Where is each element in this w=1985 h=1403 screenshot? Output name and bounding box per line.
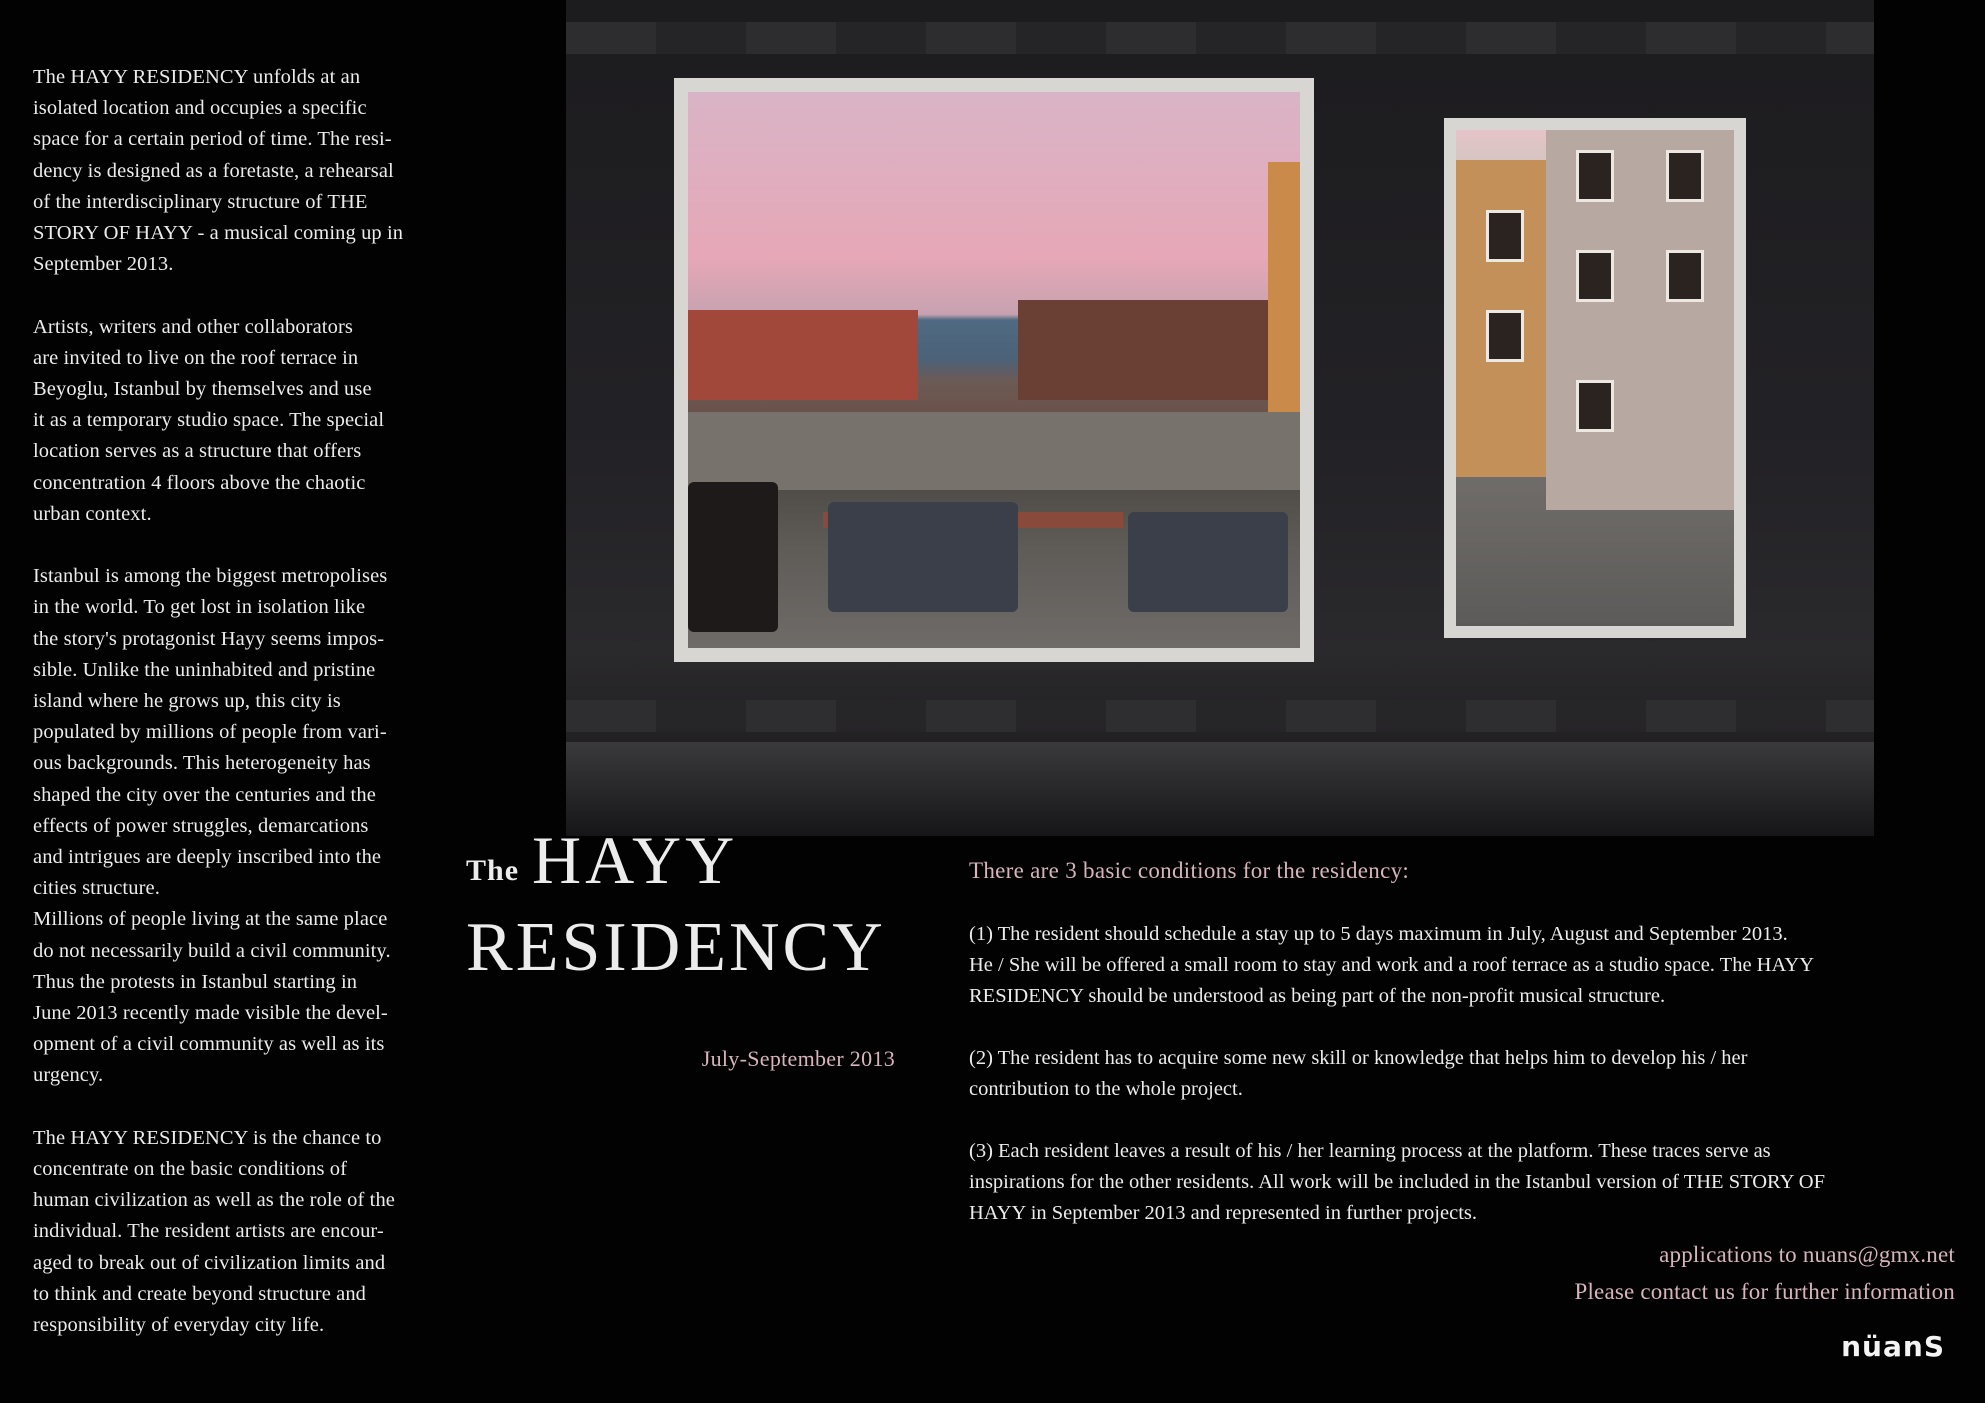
title-residency: RESIDENCY — [466, 909, 886, 986]
residency-dates: July-September 2013 — [701, 1046, 895, 1071]
intro-text-column — [33, 62, 448, 1372]
nuans-logo: nüanS — [1841, 1330, 1945, 1363]
title-hayy: HAYY — [532, 822, 739, 898]
condition-item: (3) Each resident leaves a result of his / her learning process at the platform. These traces serve as inspirations for the other residents. All work will be included in the Istanbul version of THE STORY OF HAYY in September 2013 and represented in further projects. — [969, 1140, 1825, 1224]
intro-paragraph: The HAYY RESIDENCY unfolds at an isolated location and occupies a specific space for a certain period of time. The resi- dency is designed as a foretaste, a rehearsal of the interdisciplinary structure of THE STORY OF HAYY - a musical coming up in September 2013. — [33, 66, 404, 276]
condition-item: (1) The resident should schedule a stay up to 5 days maximum in July, August and September 2013. He / She will be offered a small room to stay and work and a roof terrace as a studio space. The HAYY RESIDENCY should be understood as being part of the non-profit musical structure. — [969, 923, 1815, 1007]
applications-email[interactable]: applications to nuans@gmx.net — [1659, 1242, 1955, 1267]
window-photo — [566, 0, 1874, 836]
window-pane-left — [674, 78, 1314, 662]
contact-block — [1574, 1236, 1955, 1310]
contact-info: Please contact us for further information — [1574, 1279, 1955, 1304]
intro-paragraph: Istanbul is among the biggest metropolises in the world. To get lost in isolation like the story's protagonist Hayy seems impos- sible. Unlike the uninhabited and pristine island where he grows up, this city is populated by millions of people from vari- ous backgrounds. This heterogeneity has shaped the city over the centuries and the effects of power struggles, demarcations and intrigues are deeply inscribed into the cities structure. — [33, 565, 388, 900]
conditions-heading: There are 3 basic conditions for the residency: — [969, 858, 1410, 883]
window-pane-right — [1444, 118, 1746, 638]
conditions-section — [969, 858, 1909, 1260]
title-the: The — [466, 854, 520, 887]
intro-paragraph: Millions of people living at the same place do not necessarily build a civil community. Thus the protests in Istanbul starting in June 2013 recently made visible the devel- opment of a civil community as well as its urgency. — [33, 908, 391, 1087]
condition-item: (2) The resident has to acquire some new skill or knowledge that helps him to develop his / her contribution to the whole project. — [969, 1047, 1748, 1100]
intro-paragraph: The HAYY RESIDENCY is the chance to concentrate on the basic conditions of human civilization as well as the role of the individual. The resident artists are encour- aged to break out of civilization limits and to think and create beyond structure and responsibility of everyday city life. — [33, 1126, 395, 1337]
intro-paragraph: Artists, writers and other collaborators are invited to live on the roof terrace in Beyoglu, Istanbul by themselves and use it as a temporary studio space. The special location serves as a structure that offers concentration 4 floors above the chaotic urban context. — [33, 315, 385, 525]
